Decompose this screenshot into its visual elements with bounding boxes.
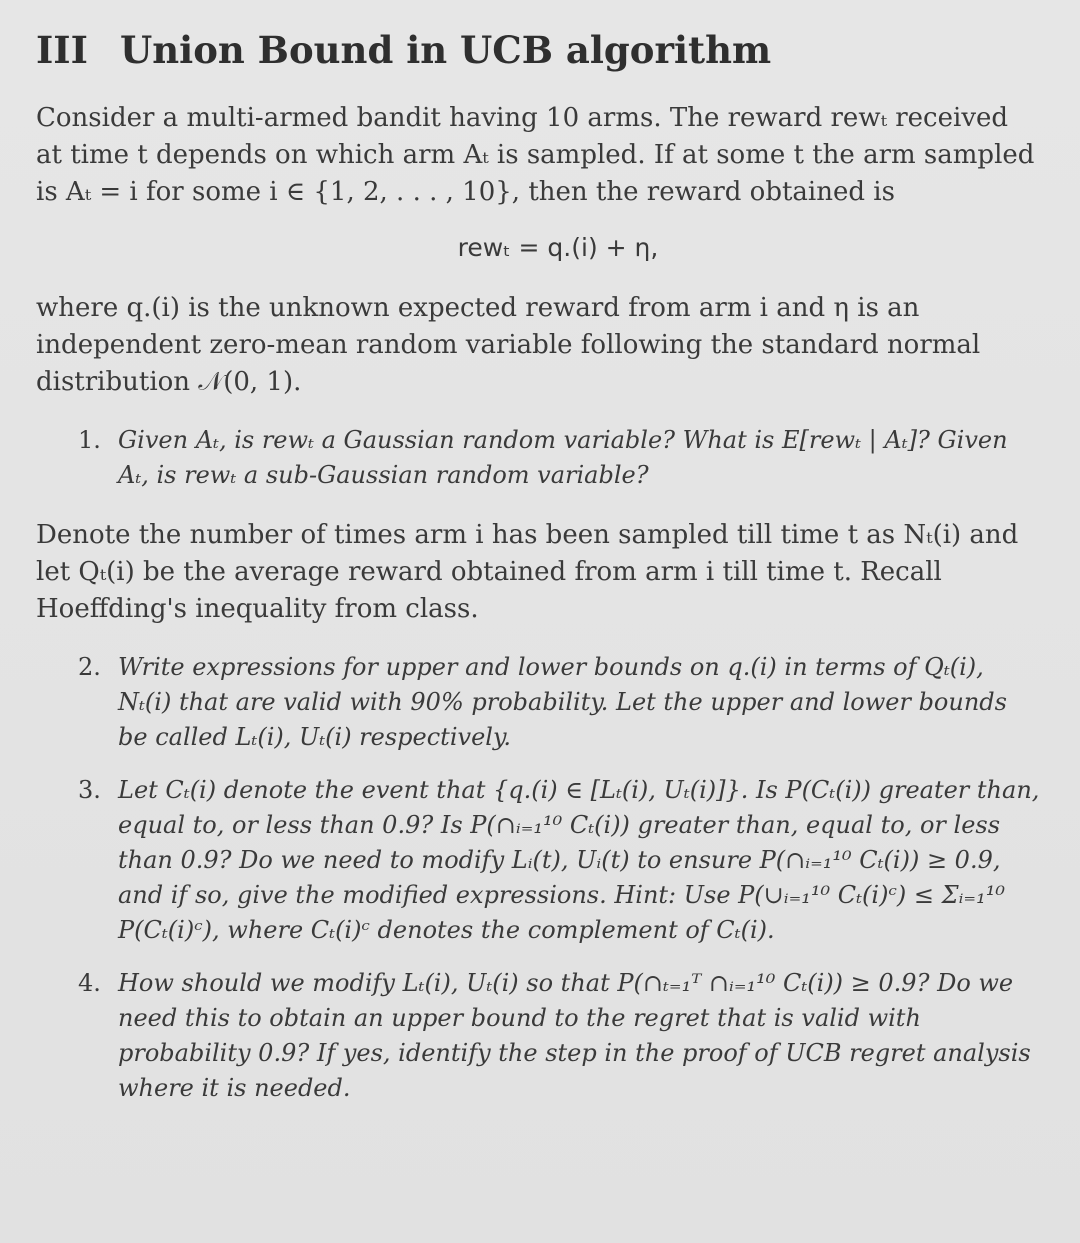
section-title: Union Bound in UCB algorithm [120,28,772,72]
question-number: 4. [78,969,101,997]
question-list-a [36,423,1040,493]
question-number: 2. [78,653,101,681]
question-text: Let Cₜ(i) denote the event that {q.(i) ∈ [Lₜ(i), Uₜ(i)]}. Is P(Cₜ(i)) greater than, equal to, or less than 0.9? Is P(∩ᵢ₌₁¹⁰ Cₜ(i)) greater than, equal to, or less than 0.9? Do we need to modify Lᵢ(t), Uᵢ(t) to ensure P(∩ᵢ₌₁¹⁰ Cₜ(i)) ≥ 0.9, and if so, give the modified expressions. Hint: Use P(∪ᵢ₌₁¹⁰ Cₜ(i)ᶜ) ≤ Σᵢ₌₁¹⁰ P(Cₜ(i)ᶜ), where Cₜ(i)ᶜ denotes the complement of Cₜ(i). [118,776,1040,944]
question-item [36,773,1040,948]
question-item [36,423,1040,493]
question-number: 1. [78,426,101,454]
question-text: How should we modify Lₜ(i), Uₜ(i) so that P(∩ₜ₌₁ᵀ ∩ᵢ₌₁¹⁰ Cₜ(i)) ≥ 0.9? Do we need this to obtain an upper bound to the regret that is valid with probability 0.9? If yes, identify the step in the proof of UCB regret analysis where it is needed. [118,969,1031,1102]
question-list-b [36,650,1040,1106]
noise-paragraph: where q.(i) is the unknown expected reward from arm i and η is an independent zero-mean random variable following the standard normal distribution 𝒩(0, 1). [36,293,981,397]
question-text: Given Aₜ, is rewₜ a Gaussian random variable? What is E[rewₜ | Aₜ]? Given Aₜ, is rewₜ a sub-Gaussian random variable? [118,426,1008,489]
hoeffding-paragraph: Denote the number of times arm i has been sampled till time t as Nₜ(i) and let Qₜ(i) be the average reward obtained from arm i till time t. Recall Hoeffding's inequality from class. [36,520,1019,624]
reward-equation: rewₜ = q.(i) + η, [457,233,659,262]
intro-paragraph: Consider a multi-armed bandit having 10 arms. The reward rewₜ received at time t depends on which arm Aₜ is sampled. If at some t the arm sampled is Aₜ = i for some i ∈ {1, 2, . . . , 10}, then the reward obtained is [36,103,1035,207]
question-text: Write expressions for upper and lower bounds on q.(i) in terms of Qₜ(i), Nₜ(i) that are valid with 90% probability. Let the upper and lower bounds be called Lₜ(i), Uₜ(i) respectively. [118,653,1007,751]
question-item [36,650,1040,755]
question-item [36,966,1040,1106]
question-number: 3. [78,776,101,804]
section-heading [36,28,1040,72]
section-number: III [36,28,88,72]
